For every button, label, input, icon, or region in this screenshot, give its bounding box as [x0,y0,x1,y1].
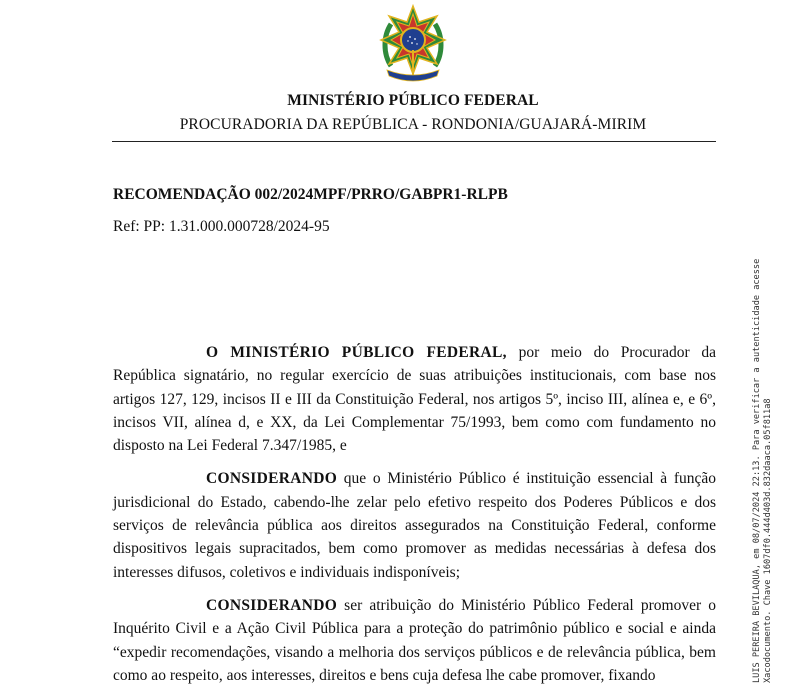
paragraph-lead: O MINISTÉRIO PÚBLICO FEDERAL, [206,344,507,361]
body-text [113,341,716,697]
paragraph-text: por meio do Procurador da República signatário, no regular exercício de suas atribuições institucionais, com base nos artigos 127, 129, incisos II e III da Constituição Federal, nos artigos 5º, inciso III, alínea e, e 6º, incisos VII, alínea d, e XX, da Lei Complementar 75/1993, bem como com fundamento no disposto na Lei Federal 7.347/1985, e [113,344,716,455]
organization-subtitle: PROCURADORIA DA REPÚBLICA - RONDONIA/GUAJARÁ-MIRIM [179,116,647,133]
paragraph-lead: CONSIDERANDO [206,470,338,488]
paragraph [113,341,716,457]
signature-stamp-line: Xacodocumento. Chave 1607df0.444d403d.832daaca.05f811a8 [763,398,773,683]
reference-number: Ref: PP: 1.31.000.000728/2024-95 [113,218,330,235]
recommendation-id: RECOMENDAÇÃO 002/2024MPF/PRRO/GABPR1-RLPB [113,186,508,203]
signature-stamp [752,153,774,683]
top-stamp-fragment [563,0,703,4]
paragraph-text: que o Ministério Público é instituição essencial à função jurisdicional do Estado, cabendo-lhe zelar pelo efetivo respeito dos Poderes Públicos e dos serviços de relevância pública aos direitos assegurados na Constituição Federal, conforme dispositivos legais supracitados, bem como promover as medidas necessárias à defesa dos interesses difusos, coletivos e individuais indisponíveis; [113,470,716,581]
paragraph [113,467,716,583]
organization-name: MINISTÉRIO PÚBLICO FEDERAL [287,92,539,109]
header-divider [112,141,716,142]
paragraph-text: ser atribuição do Ministério Público Federal promover o Inquérito Civil e a Ação Civil Pública para a proteção do patrimônio público e social e ainda “expedir recomendações, visando a melhoria dos serviços públicos e de relevância pública, bem como ao respeito, aos interesses, direitos e bens cuja defesa lhe cabe promover, fixando [113,596,716,684]
paragraph [113,594,716,687]
brazil-coat-of-arms-icon [377,4,449,84]
signature-stamp-line: LUIS PEREIRA BEVILAQUA, em 08/07/2024 22:13. Para verificar a autenticidade acesse [752,258,762,683]
paragraph-lead: CONSIDERANDO [206,596,338,614]
